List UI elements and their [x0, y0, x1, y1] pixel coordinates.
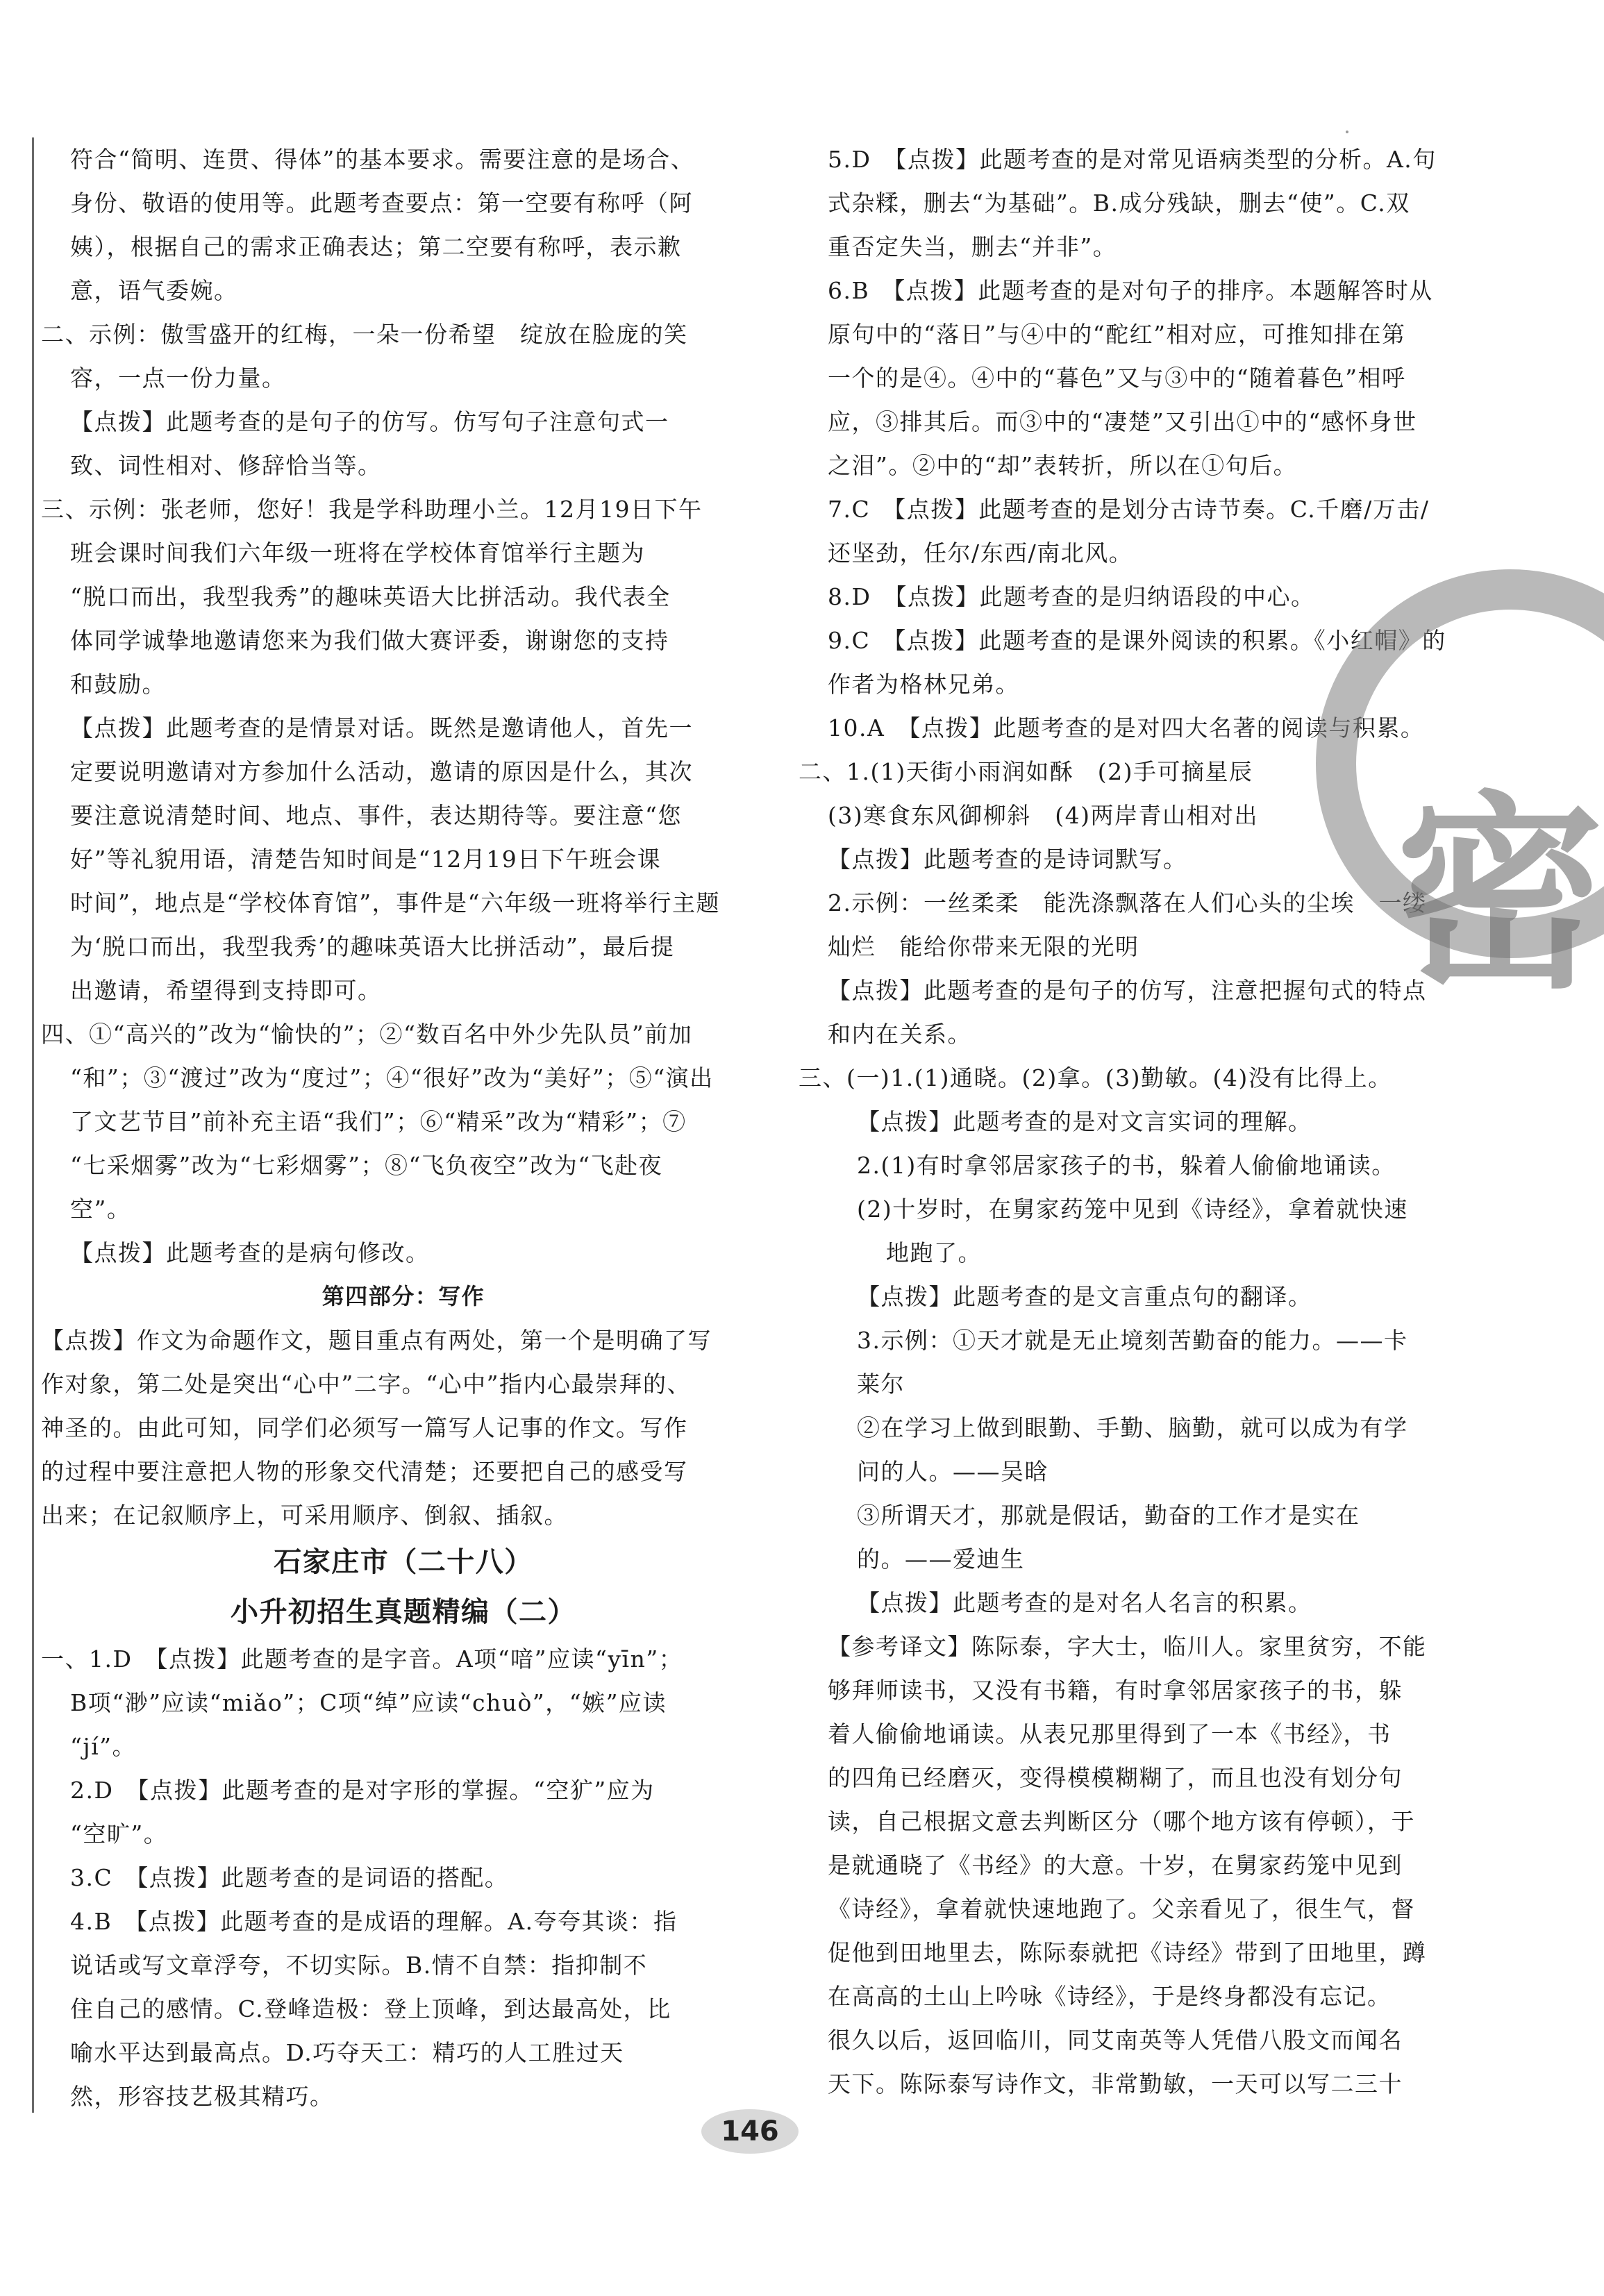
text-line: 3.示例：①天才就是无止境刻苦勤奋的能力。——卡 [857, 1327, 1408, 1354]
text-line: 原句中的“落日”与④中的“酡红”相对应，可推知排在第 [828, 321, 1406, 348]
text-line: 神圣的。由此可知，同学们必须写一篇写人记事的作文。写作 [41, 1414, 688, 1441]
left-column [32, 137, 766, 2113]
text-line: 很久以后，返回临川，同艾南英等人凭借八股文而闻名 [828, 2027, 1403, 2054]
text-line: 然，形容技艺极其精巧。 [70, 2083, 334, 2110]
text-line: 意，语气委婉。 [70, 277, 238, 304]
text-line: 的过程中要注意把人物的形象交代清楚；还要把自己的感受写 [41, 1458, 688, 1485]
text-line: (2)十岁时，在舅家药笼中见到《诗经》，拿着就快速 [857, 1196, 1408, 1223]
right-column [799, 137, 1535, 2106]
text-line: 在高高的土山上吟咏《诗经》，于是终身都没有忘记。 [828, 1983, 1392, 2010]
text-line: 二、示例：傲雪盛开的红梅，一朵一份希望 绽放在脸庞的笑 [41, 321, 688, 348]
text-line: 问的人。——吴晗 [857, 1458, 1049, 1485]
text-line: 7.C 【点拨】此题考查的是划分古诗节奏。C.千磨/万击/ [828, 496, 1430, 523]
text-line: 9.C 【点拨】此题考查的是课外阅读的积累。《小红帽》的 [828, 627, 1446, 654]
text-line: “空旷”。 [70, 1820, 168, 1847]
text-line: 一、1.D 【点拨】此题考查的是字音。A项“喑”应读“yīn”； [41, 1645, 683, 1673]
text-line: 一个的是④。④中的“暮色”又与③中的“随着暮色”相呼 [828, 364, 1406, 392]
text-line: 是就通晓了《书经》的大意。十岁，在舅家药笼中见到 [828, 1852, 1403, 1879]
text-line: 重否定失当，删去“并非”。 [828, 233, 1117, 260]
text-line: 莱尔 [857, 1371, 905, 1398]
text-line: 的四角已经磨灭，变得模模糊糊了，而且也没有划分句 [828, 1764, 1403, 1791]
text-line: 说话或写文章浮夸，不切实际。B.情不自禁：指抑制不 [70, 1952, 648, 1979]
watermark-stamp-char: 密 [1396, 774, 1604, 1016]
text-line: 促他到田地里去，陈际泰就把《诗经》带到了田地里，蹲 [828, 1939, 1427, 1966]
text-line: “脱口而出，我型我秀”的趣味英语大比拼活动。我代表全 [70, 583, 671, 610]
text-line: 6.B 【点拨】此题考查的是对句子的排序。本题解答时从 [828, 277, 1433, 304]
text-line: (3)寒食东风御柳斜 (4)两岸青山相对出 [828, 802, 1258, 829]
text-line: 10.A 【点拨】此题考查的是对四大名著的阅读与积累。 [828, 714, 1425, 741]
text-line: 【点拨】此题考查的是对文言实词的理解。 [857, 1108, 1312, 1135]
text-line: 空”。 [70, 1196, 131, 1223]
text-line: 好”等礼貌用语，清楚告知时间是“12月19日下午班会课 [70, 846, 662, 873]
text-line: 2.示例：一丝柔柔 能洗涤飘落在人们心头的尘埃 一缕 [828, 889, 1427, 916]
text-line: 符合“简明、连贯、得体”的基本要求。需要注意的是场合、 [70, 146, 695, 173]
text-line: 之泪”。②中的“却”表转折，所以在①句后。 [828, 452, 1298, 479]
text-line: 要注意说清楚时间、地点、事件，表达期待等。要注意“您 [70, 802, 682, 829]
text-line: ③所谓天才，那就是假话，勤奋的工作才是实在 [857, 1502, 1360, 1529]
text-line: 4.B 【点拨】此题考查的是成语的理解。A.夸夸其谈：指 [70, 1908, 678, 1935]
text-line: 为‘脱口而出，我型我秀’的趣味英语大比拼活动”，最后提 [70, 933, 675, 960]
text-line: 8.D 【点拨】此题考查的是归纳语段的中心。 [828, 583, 1315, 610]
text-line: 够拜师读书，又没有书籍，有时拿邻居家孩子的书，躲 [828, 1677, 1403, 1704]
text-line: 【点拨】此题考查的是句子的仿写。仿写句子注意句式一 [70, 408, 669, 435]
page-number: 146 [701, 2109, 799, 2154]
text-line: “七采烟雾”改为“七彩烟雾”；⑧“飞负夜空”改为“飞赴夜 [70, 1152, 663, 1179]
text-line: 灿烂 能给你带来无限的光明 [828, 933, 1139, 960]
section-heading: 石家庄市（二十八） [274, 1546, 533, 1578]
text-line: 读，自己根据文意去判断区分（哪个地方该有停顿），于 [828, 1808, 1415, 1835]
text-line: 【点拨】此题考查的是句子的仿写，注意把握句式的特点 [828, 977, 1427, 1004]
text-line: 三、(一)1.(1)通晓。(2)拿。(3)勤敏。(4)没有比得上。 [799, 1064, 1392, 1091]
text-line: 体同学诚挚地邀请您来为我们做大赛评委，谢谢您的支持 [70, 627, 669, 654]
section-heading: 小升初招生真题精编（二） [231, 1596, 576, 1628]
text-line: 【点拨】此题考查的是诗词默写。 [828, 846, 1187, 873]
text-line: 和鼓励。 [70, 671, 166, 698]
section-heading: 第四部分：写作 [321, 1283, 485, 1309]
text-line: 【点拨】此题考查的是病句修改。 [70, 1239, 430, 1266]
text-line: 身份、敬语的使用等。此题考查要点：第一空要有称呼（阿 [70, 190, 693, 217]
text-line: 时间”，地点是“学校体育馆”，事件是“六年级一班将举行主题 [70, 889, 720, 916]
text-line: 【点拨】此题考查的是对名人名言的积累。 [857, 1589, 1312, 1616]
text-line: 容，一点一份力量。 [70, 364, 286, 392]
text-line: 定要说明邀请对方参加什么活动，邀请的原因是什么，其次 [70, 758, 693, 785]
text-line: 着人偷偷地诵读。从表兄那里得到了一本《书经》，书 [828, 1720, 1392, 1748]
text-line: “和”；③“渡过”改为“度过”；④“很好”改为“美好”；⑤“演出 [70, 1064, 714, 1091]
text-line: 和内在关系。 [828, 1021, 971, 1048]
text-line: 天下。陈际泰写诗作文，非常勤敏，一天可以写二三十 [828, 2070, 1403, 2097]
text-line: 2.(1)有时拿邻居家孩子的书，躲着人偷偷地诵读。 [857, 1152, 1396, 1179]
text-line: 出邀请，希望得到支持即可。 [70, 977, 382, 1004]
scan-dot [1346, 131, 1348, 133]
text-line: 了文艺节目”前补充主语“我们”；⑥“精采”改为“精彩”；⑦ [70, 1108, 687, 1135]
text-line: 班会课时间我们六年级一班将在学校体育馆举行主题为 [70, 539, 645, 567]
text-line: 的。——爱迪生 [857, 1545, 1025, 1573]
text-line: 二、1.(1)天街小雨润如酥 (2)手可摘星辰 [799, 758, 1253, 785]
text-line: 致、词性相对、修辞恰当等。 [70, 452, 382, 479]
text-line: 地跑了。 [886, 1239, 982, 1266]
text-line: 【点拨】此题考查的是情景对话。既然是邀请他人，首先一 [70, 714, 693, 741]
text-line: 《诗经》，拿着就快速地跑了。父亲看见了，很生气，督 [828, 1895, 1415, 1922]
text-line: 【点拨】此题考查的是文言重点句的翻译。 [857, 1283, 1312, 1310]
text-line: 四、①“高兴的”改为“愉快的”；②“数百名中外少先队员”前加 [41, 1021, 693, 1048]
text-line: 喻水平达到最高点。D.巧夺天工：精巧的人工胜过天 [70, 2039, 624, 2066]
text-line: B项“渺”应读“miǎo”；C项“绰”应读“chuò”，“嫉”应读 [70, 1689, 667, 1716]
text-line: 姨），根据自己的需求正确表达；第二空要有称呼，表示歉 [70, 233, 682, 260]
text-line: 应，③排其后。而③中的“凄楚”又引出①中的“感怀身世 [828, 408, 1417, 435]
text-line: 【点拨】作文为命题作文，题目重点有两处，第一个是明确了写 [41, 1327, 712, 1354]
text-line: 作者为格林兄弟。 [828, 671, 1019, 698]
text-line: 3.C 【点拨】此题考查的是词语的搭配。 [70, 1864, 509, 1891]
text-line: “jí”。 [70, 1733, 137, 1760]
text-line: 5.D 【点拨】此题考查的是对常见语病类型的分析。A.句 [828, 146, 1437, 173]
text-line: 住自己的感情。C.登峰造极：登上顶峰，到达最高处，比 [70, 1995, 671, 2022]
text-line: 三、示例：张老师，您好！我是学科助理小兰。12月19日下午 [41, 496, 703, 523]
text-line: 还坚劲，任尔/东西/南北风。 [828, 539, 1133, 567]
text-line: 作对象，第二处是突出“心中”二字。“心中”指内心最崇拜的、 [41, 1371, 691, 1398]
text-line: 2.D 【点拨】此题考查的是对字形的掌握。“空犷”应为 [70, 1777, 655, 1804]
text-line: 【参考译文】陈际泰，字大士，临川人。家里贫穷，不能 [828, 1633, 1427, 1660]
text-line: 式杂糅，删去“为基础”。B.成分残缺，删去“使”。C.双 [828, 190, 1410, 217]
text-line: 出来；在记叙顺序上，可采用顺序、倒叙、插叙。 [41, 1502, 568, 1529]
text-line: ②在学习上做到眼勤、手勤、脑勤，就可以成为有学 [857, 1414, 1408, 1441]
